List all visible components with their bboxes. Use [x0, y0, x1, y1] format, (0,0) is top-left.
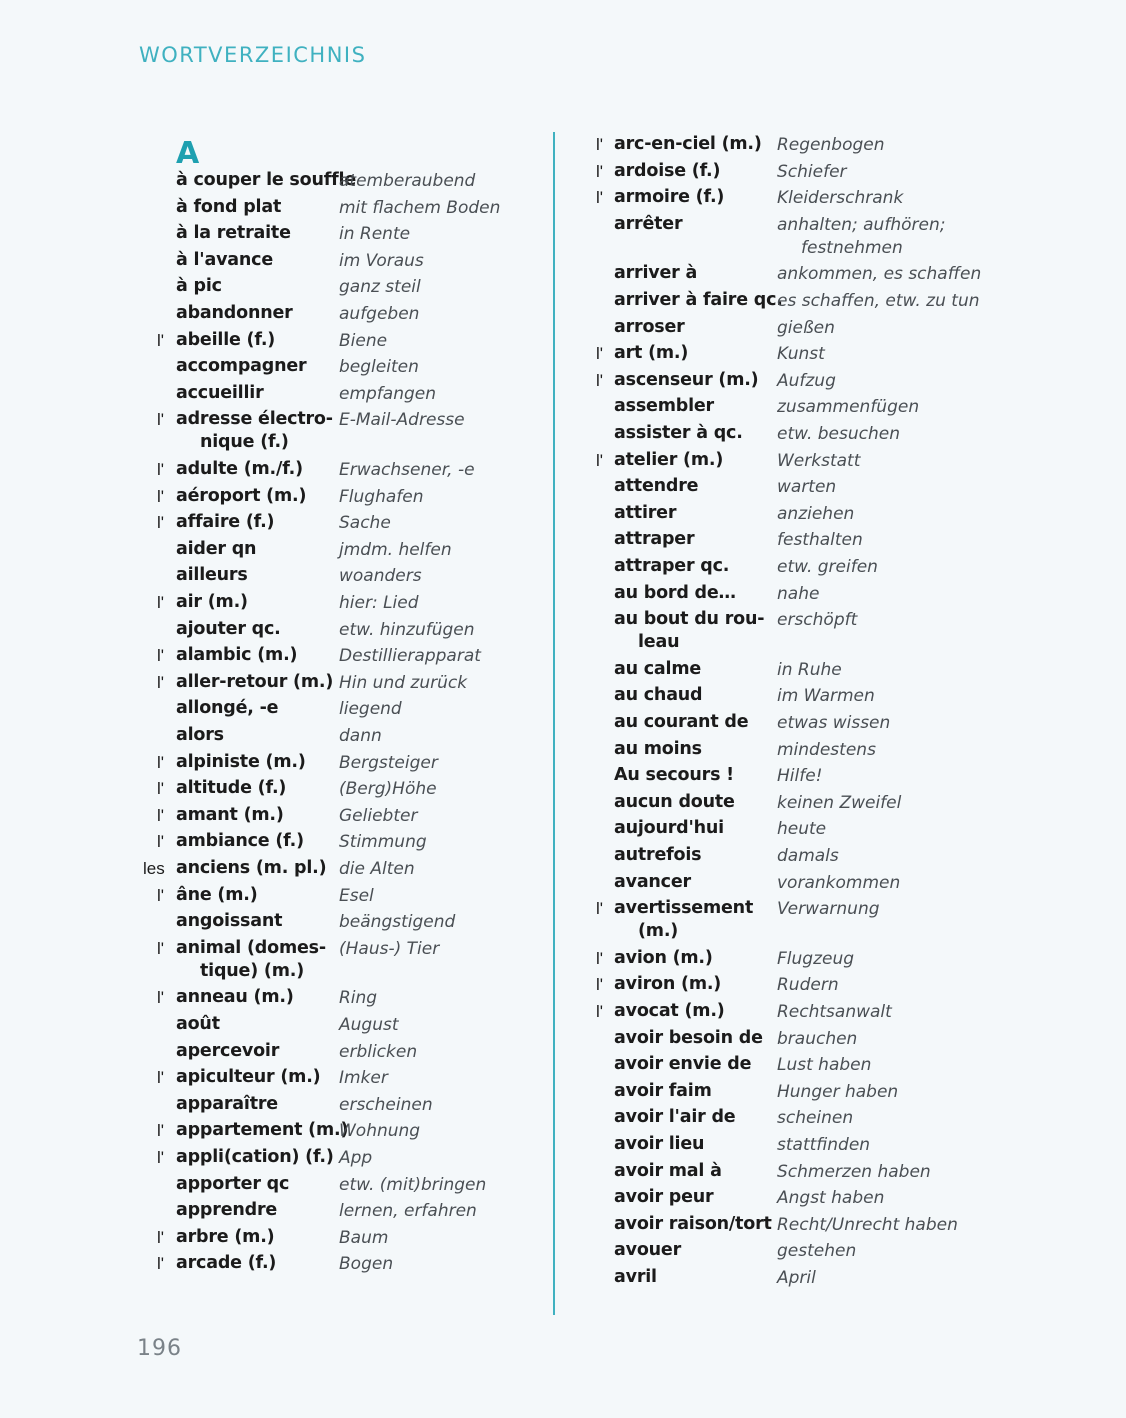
entry-article: l'	[157, 779, 165, 799]
entry-word: apercevoir	[176, 1040, 280, 1061]
entry-translation: etw. besuchen	[777, 424, 900, 444]
entry-word: avoir raison/tort	[614, 1213, 772, 1234]
entry-article: l'	[157, 1121, 165, 1141]
entry-translation: aufgeben	[339, 304, 420, 324]
entry-translation: Recht/Unrecht haben	[777, 1214, 958, 1235]
entry-translation: erscheinen	[339, 1094, 433, 1115]
entry-translation: Bogen	[339, 1254, 394, 1275]
entry-translation: erschöpft	[777, 610, 858, 631]
entry-translation: etw. greifen	[777, 557, 878, 577]
page-header: WORTVERZEICHNIS	[139, 43, 367, 67]
entry-translation: Hilfe!	[777, 766, 823, 787]
entry-translation: Ring	[339, 988, 378, 1009]
entry-translation: Destillierapparat	[339, 646, 481, 667]
entry-translation: hier: Lied	[339, 593, 419, 613]
entry-translation: in Rente	[339, 224, 411, 245]
entry-article: l'	[157, 752, 165, 772]
entry-word: ailleurs	[176, 565, 248, 586]
entry-translation: vorankommen	[777, 872, 901, 893]
entry-word: aviron (m.)	[614, 974, 722, 995]
entry-translation: App	[339, 1148, 373, 1168]
entry-word: abandonner	[176, 303, 293, 323]
entry-translation: mindestens	[777, 739, 876, 760]
entry-translation: anhalten; aufhören;	[777, 214, 946, 235]
entry-translation: etw. hinzufügen	[339, 619, 475, 640]
entry-translation: Verwarnung	[777, 899, 880, 920]
entry-translation: Flugzeug	[777, 948, 855, 969]
entry-translation: keinen Zweifel	[777, 792, 902, 813]
column-divider	[553, 132, 555, 1315]
entry-translation: die Alten	[339, 859, 415, 879]
entry-translation: Rechtsanwalt	[777, 1002, 892, 1022]
entry-word: avoir faim	[614, 1080, 712, 1101]
entry-word: avoir mal à	[614, 1160, 722, 1181]
entry-translation: Werkstatt	[777, 450, 861, 471]
entry-word: au calme	[614, 658, 702, 679]
entry-word: air (m.)	[176, 592, 248, 612]
entry-translation: Baum	[339, 1227, 389, 1248]
entry-article: l'	[596, 344, 604, 364]
entry-word: ambiance (f.)	[176, 831, 304, 852]
entry-word: à la retraite	[176, 223, 291, 244]
entry-word: assembler	[614, 396, 714, 417]
entry-translation: zusammenfügen	[777, 397, 920, 418]
entry-translation: Schmerzen haben	[777, 1161, 931, 1182]
entry-word: ajouter qc.	[176, 618, 281, 639]
entry-word: au bout du rou-	[614, 609, 765, 630]
entry-translation: etwas wissen	[777, 713, 891, 733]
entry-word: affaire (f.)	[176, 512, 275, 533]
entry-translation: Stimmung	[339, 832, 427, 853]
entry-translation: Erwachsener, -e	[339, 460, 475, 480]
entry-word: alambic (m.)	[176, 645, 298, 666]
entry-translation: Geliebter	[339, 805, 418, 826]
entry-word: attendre	[614, 476, 699, 497]
entry-translation: Sache	[339, 513, 391, 534]
section-letter: A	[176, 136, 200, 171]
entry-word: aéroport (m.)	[176, 485, 307, 506]
entry-translation: in Ruhe	[777, 659, 842, 680]
entry-word: apprendre	[176, 1200, 278, 1221]
entry-article: l'	[157, 330, 165, 350]
entry-word: alors	[176, 725, 224, 745]
entry-translation: damals	[777, 846, 839, 866]
entry-article: l'	[157, 460, 165, 479]
entry-word: arrêter	[614, 213, 683, 234]
entry-translation: Angst haben	[777, 1188, 885, 1209]
entry-translation: Schiefer	[777, 161, 847, 182]
entry-translation: Imker	[339, 1068, 388, 1089]
entry-word: armoire (f.)	[614, 187, 725, 208]
entry-translation: Hunger haben	[777, 1081, 899, 1102]
entry-translation: ganz steil	[339, 277, 421, 298]
entry-article: l'	[157, 805, 165, 825]
entry-article: l'	[596, 161, 604, 181]
entry-translation: Regenbogen	[777, 135, 885, 155]
entry-word: assister à qc.	[614, 423, 743, 443]
entry-word: allongé, -e	[176, 698, 279, 719]
entry-word: arcade (f.)	[176, 1253, 277, 1274]
entry-word: apporter qc	[176, 1173, 290, 1194]
entry-word: avouer	[614, 1240, 681, 1261]
entry-article: l'	[157, 486, 165, 506]
entry-translation: Kunst	[777, 344, 825, 365]
entry-article: l'	[157, 672, 165, 692]
entry-word: au moins	[614, 738, 702, 759]
entry-translation: Lust haben	[777, 1055, 872, 1076]
entry-word: amant (m.)	[176, 804, 284, 825]
entry-word: accompagner	[176, 356, 307, 377]
entry-word: avoir peur	[614, 1187, 714, 1208]
entry-word: anciens (m. pl.)	[176, 858, 327, 878]
entry-translation: woanders	[339, 566, 422, 587]
entry-translation: im Voraus	[339, 250, 424, 271]
entry-translation: liegend	[339, 699, 402, 720]
entry-translation: atemberaubend	[339, 171, 476, 191]
entry-translation: es schaffen, etw. zu tun	[777, 291, 980, 311]
entry-article: l'	[596, 188, 604, 208]
entry-article: les	[143, 859, 165, 878]
entry-word: apparaître	[176, 1093, 278, 1114]
entry-word: arroser	[614, 316, 685, 337]
entry-word: arc-en-ciel (m.)	[614, 134, 762, 154]
entry-word: aucun doute	[614, 791, 735, 812]
entry-word: avion (m.)	[614, 947, 713, 968]
entry-article: l'	[157, 513, 165, 533]
entry-translation: Hin und zurück	[339, 672, 468, 693]
entry-article: l'	[157, 1254, 165, 1274]
page-number: 196	[137, 1336, 182, 1361]
entry-article: l'	[157, 1068, 165, 1088]
entry-translation: (Berg)Höhe	[339, 779, 437, 800]
entry-translation: gestehen	[777, 1241, 857, 1262]
entry-word: attirer	[614, 502, 677, 523]
entry-word: anneau (m.)	[176, 987, 294, 1008]
entry-word: au bord de…	[614, 582, 736, 603]
entry-translation: im Warmen	[777, 686, 875, 707]
entry-word: aller-retour (m.)	[176, 671, 334, 692]
entry-word: autrefois	[614, 845, 702, 865]
entry-translation: jmdm. helfen	[339, 539, 452, 560]
entry-word-continued: tique) (m.)	[200, 960, 304, 981]
entry-word: à couper le souffle	[176, 170, 357, 190]
entry-translation: beängstigend	[339, 912, 456, 933]
entry-article: l'	[157, 593, 165, 612]
entry-article: l'	[157, 938, 165, 958]
entry-word: avancer	[614, 871, 691, 892]
entry-word: août	[176, 1014, 220, 1034]
entry-translation: Flughafen	[339, 486, 424, 507]
entry-translation: etw. (mit)bringen	[339, 1174, 487, 1195]
entry-translation: mit flachem Boden	[339, 197, 501, 218]
entry-translation: E-Mail-Adresse	[339, 410, 465, 431]
entry-translation-continued: festnehmen	[801, 237, 903, 258]
entry-translation: dann	[339, 726, 382, 746]
entry-translation: stattfinden	[777, 1135, 871, 1155]
entry-translation: anziehen	[777, 503, 855, 524]
entry-word: animal (domes-	[176, 937, 326, 958]
entry-translation: Aufzug	[777, 370, 836, 391]
entry-word: adresse électro-	[176, 409, 333, 430]
entry-word: aider qn	[176, 538, 257, 559]
entry-article: l'	[157, 885, 165, 905]
entry-word: accueillir	[176, 382, 264, 403]
entry-word: altitude (f.)	[176, 778, 287, 799]
entry-article: l'	[596, 450, 604, 470]
entry-word: à fond plat	[176, 196, 282, 217]
entry-word: au chaud	[614, 685, 703, 706]
entry-word: attraper qc.	[614, 556, 730, 576]
entry-translation: scheinen	[777, 1108, 854, 1129]
entry-article: l'	[157, 646, 165, 666]
entry-word: avocat (m.)	[614, 1001, 725, 1021]
entry-word: avertissement	[614, 898, 754, 919]
entry-translation: erblicken	[339, 1041, 418, 1062]
entry-word: aujourd'hui	[614, 818, 724, 839]
entry-word: avoir besoin de	[614, 1027, 763, 1048]
entry-translation: ankommen, es schaffen	[777, 264, 982, 285]
entry-word-continued: (m.)	[638, 921, 679, 942]
entry-word: appartement (m.)	[176, 1120, 349, 1141]
entry-article: l'	[157, 1148, 165, 1167]
entry-word: ascenseur (m.)	[614, 369, 759, 390]
entry-translation: lernen, erfahren	[339, 1201, 477, 1222]
entry-article: l'	[596, 948, 604, 968]
entry-translation: August	[339, 1015, 399, 1035]
entry-article: l'	[157, 410, 165, 430]
entry-translation: April	[777, 1268, 816, 1288]
entry-word: avoir l'air de	[614, 1107, 736, 1128]
entry-word: attraper	[614, 529, 695, 550]
entry-word: art (m.)	[614, 343, 689, 364]
entry-word: à pic	[176, 276, 222, 297]
entry-translation: Bergsteiger	[339, 752, 438, 773]
entry-translation: (Haus-) Tier	[339, 938, 440, 959]
entry-translation: Wohnung	[339, 1121, 421, 1142]
entry-translation: brauchen	[777, 1028, 858, 1049]
entry-article: l'	[596, 899, 604, 919]
entry-word: Au secours !	[614, 765, 734, 786]
entry-article: l'	[596, 1002, 604, 1021]
entry-translation: Biene	[339, 330, 388, 351]
entry-word: appli(cation) (f.)	[176, 1147, 334, 1167]
entry-word: angoissant	[176, 911, 283, 932]
entry-word: apiculteur (m.)	[176, 1067, 321, 1088]
entry-translation: Rudern	[777, 975, 839, 996]
entry-word: alpiniste (m.)	[176, 751, 306, 772]
entry-translation: Esel	[339, 885, 374, 906]
entry-translation: nahe	[777, 583, 820, 604]
entry-word: adulte (m./f.)	[176, 459, 303, 479]
entry-word: avoir lieu	[614, 1134, 705, 1154]
entry-article: l'	[596, 975, 604, 995]
entry-article: l'	[157, 1227, 165, 1247]
entry-translation: festhalten	[777, 530, 863, 551]
entry-word-continued: nique (f.)	[200, 432, 289, 453]
entry-word: avril	[614, 1267, 657, 1287]
entry-translation: heute	[777, 819, 827, 840]
entry-translation: gießen	[777, 317, 835, 338]
entry-word-continued: leau	[638, 632, 680, 653]
entry-translation: empfangen	[339, 383, 437, 404]
entry-translation: Kleiderschrank	[777, 188, 904, 209]
entry-word: ardoise (f.)	[614, 160, 721, 181]
entry-word: à l'avance	[176, 249, 273, 270]
entry-word: atelier (m.)	[614, 449, 724, 470]
entry-word: au courant de	[614, 712, 749, 732]
entry-article: l'	[157, 988, 165, 1008]
entry-translation: warten	[777, 477, 837, 498]
entry-word: âne (m.)	[176, 884, 258, 905]
entry-article: l'	[157, 832, 165, 852]
entry-word: arriver à faire qc.	[614, 290, 783, 310]
entry-word: avoir envie de	[614, 1054, 752, 1075]
entry-article: l'	[596, 370, 604, 390]
entry-translation: begleiten	[339, 357, 419, 378]
entry-word: abeille (f.)	[176, 329, 276, 350]
entry-word: arbre (m.)	[176, 1226, 275, 1247]
entry-article: l'	[596, 135, 604, 154]
entry-word: arriver à	[614, 263, 698, 284]
